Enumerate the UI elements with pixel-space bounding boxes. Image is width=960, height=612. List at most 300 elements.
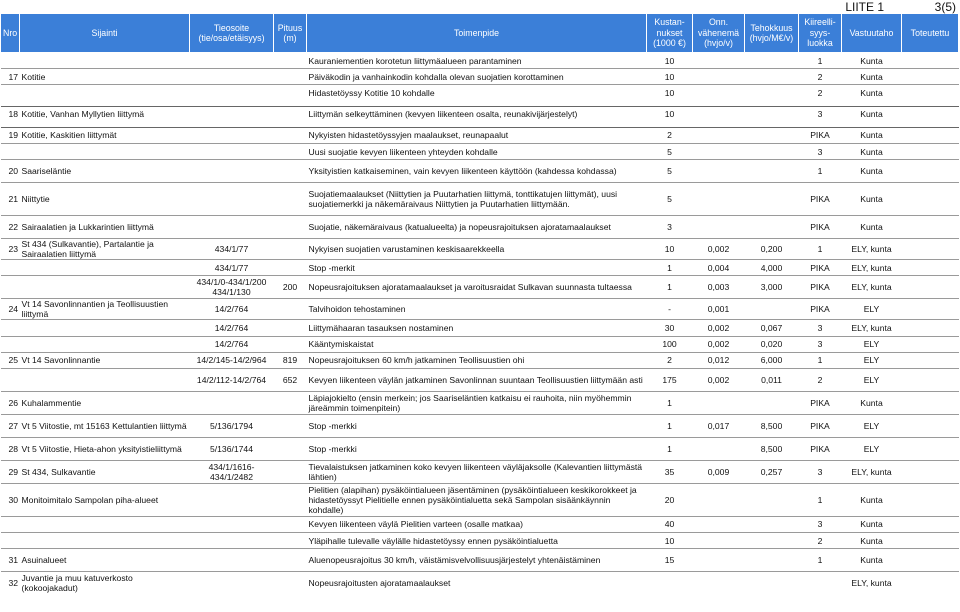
cell-nro [1, 53, 20, 69]
cell-sijainti: Kotitie, Vanhan Myllytien liittymä [20, 106, 190, 122]
cell-pituus [274, 336, 307, 352]
cell-kustannukset: 10 [647, 85, 693, 101]
cell-toimenpide: Kauraniementien korotetun liittymäalueen parantaminen [307, 53, 647, 69]
cell-nro [1, 516, 20, 532]
cell-sijainti: St 434 (Sulkavantie), Partalantie ja Sairaalatien liittymä [20, 239, 190, 260]
cell-kustannukset: 5 [647, 143, 693, 159]
cell-sijainti: Vt 5 Viitostie, Hieta-ahon yksityistieliittymä [20, 437, 190, 460]
cell-pituus: 819 [274, 352, 307, 368]
cell-vastuutaho: Kunta [842, 483, 902, 516]
cell-sijainti: Vt 14 Savonlinnantien ja Teollisuustien liittymä [20, 299, 190, 320]
cell-toteutettu [902, 127, 959, 143]
cell-nro: 22 [1, 216, 20, 239]
cell-pituus: 200 [274, 276, 307, 299]
cell-kiireellisyys: 3 [799, 516, 842, 532]
table-row [1, 483, 959, 516]
cell-toimenpide: Stop -merkit [307, 260, 647, 276]
measures-table [0, 13, 959, 594]
cell-onn [693, 437, 745, 460]
cell-toteutettu [902, 549, 959, 572]
cell-toteutettu [902, 572, 959, 595]
cell-vastuutaho: ELY, kunta [842, 260, 902, 276]
cell-sijainti [20, 143, 190, 159]
table-body [1, 53, 959, 595]
cell-nro [1, 143, 20, 159]
cell-toteutettu [902, 437, 959, 460]
cell-tehokkuus: 0,257 [745, 460, 799, 483]
cell-tehokkuus [745, 299, 799, 320]
cell-vastuutaho: Kunta [842, 69, 902, 85]
cell-pituus [274, 127, 307, 143]
table-row [1, 106, 959, 122]
cell-tieosoite [190, 85, 274, 101]
cell-vastuutaho: Kunta [842, 516, 902, 532]
cell-vastuutaho: Kunta [842, 160, 902, 183]
cell-tieosoite: 14/2/764 [190, 336, 274, 352]
cell-pituus [274, 516, 307, 532]
cell-vastuutaho: ELY, kunta [842, 572, 902, 595]
cell-nro: 25 [1, 352, 20, 368]
cell-kustannukset: 3 [647, 216, 693, 239]
cell-onn [693, 183, 745, 216]
cell-sijainti: St 434, Sulkavantie [20, 460, 190, 483]
cell-tehokkuus: 0,011 [745, 368, 799, 391]
cell-onn [693, 516, 745, 532]
cell-toimenpide: Yksityistien katkaiseminen, vain kevyen liikenteen käyttöön (kahdessa kohdassa) [307, 160, 647, 183]
cell-kiireellisyys: 2 [799, 368, 842, 391]
cell-kiireellisyys: PIKA [799, 276, 842, 299]
cell-kiireellisyys: PIKA [799, 414, 842, 437]
cell-tehokkuus [745, 69, 799, 85]
cell-vastuutaho: Kunta [842, 183, 902, 216]
cell-kiireellisyys: 1 [799, 549, 842, 572]
cell-sijainti [20, 276, 190, 299]
cell-vastuutaho: ELY, kunta [842, 460, 902, 483]
cell-onn: 0,017 [693, 414, 745, 437]
cell-onn: 0,002 [693, 320, 745, 336]
cell-kustannukset [647, 572, 693, 595]
cell-pituus [274, 414, 307, 437]
cell-toteutettu [902, 85, 959, 101]
cell-pituus [274, 299, 307, 320]
cell-kiireellisyys: PIKA [799, 216, 842, 239]
table-row [1, 260, 959, 276]
cell-onn: 0,001 [693, 299, 745, 320]
cell-sijainti: Asuinalueet [20, 549, 190, 572]
cell-toteutettu [902, 368, 959, 391]
cell-kustannukset: 5 [647, 183, 693, 216]
cell-nro: 32 [1, 572, 20, 595]
cell-toimenpide: Stop -merkki [307, 437, 647, 460]
cell-toteutettu [902, 216, 959, 239]
cell-toimenpide: Stop -merkki [307, 414, 647, 437]
table-row [1, 437, 959, 460]
cell-tehokkuus: 0,200 [745, 239, 799, 260]
cell-nro: 18 [1, 106, 20, 122]
cell-sijainti: Monitoimitalo Sampolan piha-alueet [20, 483, 190, 516]
cell-onn [693, 549, 745, 572]
cell-sijainti [20, 85, 190, 101]
cell-onn [693, 391, 745, 414]
cell-vastuutaho: ELY [842, 336, 902, 352]
cell-pituus [274, 53, 307, 69]
cell-nro: 26 [1, 391, 20, 414]
cell-toimenpide: Tievalaistuksen jatkaminen koko kevyen liikenteen väyläjaksolle (Kalevantien liittymästä lähtien) [307, 460, 647, 483]
cell-kiireellisyys: 1 [799, 352, 842, 368]
cell-vastuutaho: ELY, kunta [842, 239, 902, 260]
cell-tieosoite: 14/2/764 [190, 320, 274, 336]
cell-kiireellisyys: 3 [799, 460, 842, 483]
cell-tieosoite [190, 69, 274, 85]
annex-label: LIITE 1 [845, 0, 884, 14]
cell-sijainti: Kotitie [20, 69, 190, 85]
cell-kiireellisyys: 1 [799, 239, 842, 260]
cell-toteutettu [902, 533, 959, 549]
header-pituus: Pituus (m) [274, 14, 307, 53]
cell-toteutettu [902, 106, 959, 122]
cell-tieosoite [190, 572, 274, 595]
table-row [1, 183, 959, 216]
cell-tehokkuus [745, 216, 799, 239]
cell-sijainti [20, 53, 190, 69]
cell-kustannukset: 40 [647, 516, 693, 532]
cell-sijainti: Vt 5 Viitostie, mt 15163 Kettulantien liittymä [20, 414, 190, 437]
cell-tieosoite: 434/1/77 [190, 260, 274, 276]
cell-tieosoite: 5/136/1744 [190, 437, 274, 460]
cell-tehokkuus [745, 572, 799, 595]
cell-onn [693, 143, 745, 159]
cell-tehokkuus [745, 183, 799, 216]
cell-kiireellisyys: PIKA [799, 299, 842, 320]
cell-kustannukset: 2 [647, 127, 693, 143]
cell-onn [693, 483, 745, 516]
cell-nro [1, 336, 20, 352]
cell-vastuutaho: ELY [842, 437, 902, 460]
cell-vastuutaho: Kunta [842, 127, 902, 143]
header-sijainti: Sijainti [20, 14, 190, 53]
cell-kiireellisyys: 2 [799, 85, 842, 101]
cell-vastuutaho: Kunta [842, 143, 902, 159]
cell-tehokkuus [745, 391, 799, 414]
cell-tieosoite: 434/1/77 [190, 239, 274, 260]
cell-tehokkuus: 0,067 [745, 320, 799, 336]
cell-kiireellisyys: PIKA [799, 260, 842, 276]
table-header-row [1, 14, 959, 53]
cell-vastuutaho: Kunta [842, 549, 902, 572]
cell-kustannukset: 30 [647, 320, 693, 336]
cell-pituus [274, 160, 307, 183]
cell-toimenpide: Kääntymiskaistat [307, 336, 647, 352]
cell-toimenpide: Nopeusrajoitusten ajoratamaalaukset [307, 572, 647, 595]
cell-nro: 19 [1, 127, 20, 143]
cell-tehokkuus [745, 483, 799, 516]
cell-pituus [274, 533, 307, 549]
cell-kustannukset: 10 [647, 533, 693, 549]
cell-kiireellisyys: PIKA [799, 127, 842, 143]
table-row [1, 127, 959, 143]
cell-kiireellisyys: PIKA [799, 391, 842, 414]
cell-kiireellisyys: 2 [799, 533, 842, 549]
cell-tehokkuus: 6,000 [745, 352, 799, 368]
cell-toimenpide: Kevyen liikenteen väylän jatkaminen Savonlinnan suuntaan Teollisuustien liittymään asti [307, 368, 647, 391]
cell-onn [693, 53, 745, 69]
table-row [1, 53, 959, 69]
cell-onn: 0,009 [693, 460, 745, 483]
cell-toimenpide: Pielitien (alapihan) pysäköintialueen jäsentäminen (pysäköintialueen keskikorokkeet ja hidastetöyssyt Pielitielle ennen pysäköintialuetta sekä Sampolan sisäänkäynnin kohdalle) [307, 483, 647, 516]
cell-nro: 31 [1, 549, 20, 572]
header-onnettomuusvahenema: Onn. vähenemä (hvjo/v) [693, 14, 745, 53]
cell-pituus [274, 216, 307, 239]
cell-kustannukset: 175 [647, 368, 693, 391]
cell-vastuutaho: ELY, kunta [842, 276, 902, 299]
cell-toimenpide: Nykyisten hidastetöyssyjen maalaukset, reunapaalut [307, 127, 647, 143]
page-number: 3(5) [934, 0, 956, 14]
cell-kiireellisyys: PIKA [799, 183, 842, 216]
cell-onn [693, 572, 745, 595]
cell-tieosoite [190, 183, 274, 216]
cell-tehokkuus: 4,000 [745, 260, 799, 276]
cell-tieosoite [190, 160, 274, 183]
cell-toteutettu [902, 260, 959, 276]
cell-toimenpide: Liittymähaaran tasauksen nostaminen [307, 320, 647, 336]
cell-toteutettu [902, 352, 959, 368]
cell-pituus [274, 391, 307, 414]
cell-kustannukset: 10 [647, 239, 693, 260]
cell-nro: 23 [1, 239, 20, 260]
cell-onn: 0,002 [693, 239, 745, 260]
cell-tehokkuus [745, 549, 799, 572]
cell-onn [693, 127, 745, 143]
cell-kustannukset: - [647, 299, 693, 320]
cell-tieosoite [190, 216, 274, 239]
cell-sijainti [20, 336, 190, 352]
cell-onn [693, 106, 745, 122]
cell-tieosoite [190, 533, 274, 549]
cell-kustannukset: 100 [647, 336, 693, 352]
cell-kustannukset: 1 [647, 414, 693, 437]
cell-kiireellisyys: 3 [799, 143, 842, 159]
cell-kustannukset: 10 [647, 106, 693, 122]
table-row [1, 572, 959, 595]
cell-kiireellisyys: 2 [799, 69, 842, 85]
cell-vastuutaho: ELY [842, 368, 902, 391]
cell-toimenpide: Nykyisen suojatien varustaminen keskisaarekkeella [307, 239, 647, 260]
cell-vastuutaho: Kunta [842, 106, 902, 122]
cell-kustannukset: 5 [647, 160, 693, 183]
cell-vastuutaho: ELY [842, 414, 902, 437]
cell-sijainti [20, 368, 190, 391]
cell-tieosoite [190, 53, 274, 69]
cell-toteutettu [902, 336, 959, 352]
cell-kiireellisyys [799, 572, 842, 595]
cell-pituus [274, 437, 307, 460]
cell-tieosoite: 14/2/764 [190, 299, 274, 320]
table-row [1, 216, 959, 239]
cell-tehokkuus [745, 85, 799, 101]
cell-vastuutaho: Kunta [842, 533, 902, 549]
cell-toteutettu [902, 183, 959, 216]
cell-tieosoite: 434/1/0-434/1/200 434/1/130 [190, 276, 274, 299]
table-row [1, 143, 959, 159]
cell-onn: 0,004 [693, 260, 745, 276]
cell-vastuutaho: ELY, kunta [842, 320, 902, 336]
cell-kiireellisyys: 3 [799, 336, 842, 352]
cell-nro [1, 533, 20, 549]
cell-pituus: 652 [274, 368, 307, 391]
cell-toteutettu [902, 483, 959, 516]
cell-onn [693, 533, 745, 549]
cell-toimenpide: Nopeusrajoituksen 60 km/h jatkaminen Teollisuustien ohi [307, 352, 647, 368]
cell-tehokkuus [745, 106, 799, 122]
cell-tehokkuus [745, 143, 799, 159]
cell-sijainti [20, 260, 190, 276]
header-kiireellisyys: Kiireelli-syys-luokka [799, 14, 842, 53]
cell-onn: 0,003 [693, 276, 745, 299]
cell-toteutettu [902, 460, 959, 483]
cell-vastuutaho: Kunta [842, 391, 902, 414]
cell-tieosoite: 5/136/1794 [190, 414, 274, 437]
cell-nro [1, 85, 20, 101]
cell-pituus [274, 549, 307, 572]
table-row [1, 414, 959, 437]
header-tehokkuus: Tehokkuus (hvjo/M€/v) [745, 14, 799, 53]
cell-kustannukset: 35 [647, 460, 693, 483]
cell-onn: 0,002 [693, 336, 745, 352]
cell-nro: 24 [1, 299, 20, 320]
table-row [1, 320, 959, 336]
table-row [1, 460, 959, 483]
table-row [1, 276, 959, 299]
cell-vastuutaho: Kunta [842, 216, 902, 239]
cell-sijainti [20, 516, 190, 532]
cell-nro: 28 [1, 437, 20, 460]
cell-toteutettu [902, 391, 959, 414]
cell-toimenpide: Kevyen liikenteen väylä Pielitien varteen (osalle matkaa) [307, 516, 647, 532]
cell-kustannukset: 10 [647, 69, 693, 85]
cell-sijainti: Saariseläntie [20, 160, 190, 183]
table-row [1, 368, 959, 391]
cell-kustannukset: 20 [647, 483, 693, 516]
cell-tieosoite [190, 549, 274, 572]
cell-toimenpide: Suojatie, näkemäraivaus (katualueelta) ja nopeusrajoituksen ajoratamaalaukset [307, 216, 647, 239]
cell-tehokkuus [745, 53, 799, 69]
cell-toimenpide: Läpiajokielto (ensin merkein; jos Saariseläntien katkaisu ei rauhoita, niin myöhemmin järeämmin toimenpitein) [307, 391, 647, 414]
cell-sijainti: Niittytie [20, 183, 190, 216]
cell-kustannukset: 1 [647, 391, 693, 414]
cell-toteutettu [902, 414, 959, 437]
cell-kiireellisyys: 3 [799, 320, 842, 336]
cell-nro [1, 368, 20, 391]
table-row [1, 299, 959, 320]
header-nro: Nro [1, 14, 20, 53]
table-row [1, 391, 959, 414]
cell-onn [693, 160, 745, 183]
cell-vastuutaho: ELY [842, 299, 902, 320]
cell-onn: 0,012 [693, 352, 745, 368]
cell-toimenpide: Nopeusrajoituksen ajoratamaalaukset ja varoitusraidat Sulkavan suunnasta tultaessa [307, 276, 647, 299]
cell-onn [693, 216, 745, 239]
cell-kustannukset: 1 [647, 437, 693, 460]
cell-tehokkuus [745, 160, 799, 183]
cell-sijainti [20, 320, 190, 336]
cell-nro: 30 [1, 483, 20, 516]
cell-toteutettu [902, 299, 959, 320]
cell-pituus [274, 239, 307, 260]
cell-tieosoite: 14/2/112-14/2/764 [190, 368, 274, 391]
cell-nro: 29 [1, 460, 20, 483]
header-vastuutaho: Vastuutaho [842, 14, 902, 53]
table-row [1, 549, 959, 572]
cell-sijainti [20, 533, 190, 549]
header-tieosoite: Tieosoite (tie/osa/etäisyys) [190, 14, 274, 53]
cell-toimenpide: Suojatiemaalaukset (Niittytien ja Puutarhatien liittymä, tonttikatujen liittymät), uusi suojatiemerkki ja näkemäraivaus Niittytien ja Puutarhatien liittymään. [307, 183, 647, 216]
cell-sijainti: Kotitie, Kaskitien liittymät [20, 127, 190, 143]
header-kustannukset: Kustan-nukset (1000 €) [647, 14, 693, 53]
cell-tehokkuus: 8,500 [745, 414, 799, 437]
cell-pituus [274, 260, 307, 276]
cell-kiireellisyys: 1 [799, 483, 842, 516]
cell-onn [693, 85, 745, 101]
table-row [1, 160, 959, 183]
cell-kiireellisyys: 1 [799, 160, 842, 183]
cell-tieosoite: 434/1/1616- 434/1/2482 [190, 460, 274, 483]
cell-toimenpide: Liittymän selkeyttäminen (kevyen liikenteen osalta, reunakivijärjestelyt) [307, 106, 647, 122]
cell-kustannukset: 1 [647, 260, 693, 276]
cell-toteutettu [902, 69, 959, 85]
table-row [1, 239, 959, 260]
cell-kiireellisyys: 1 [799, 53, 842, 69]
cell-pituus [274, 483, 307, 516]
cell-tieosoite [190, 143, 274, 159]
cell-nro: 27 [1, 414, 20, 437]
cell-nro [1, 320, 20, 336]
cell-nro: 20 [1, 160, 20, 183]
cell-tieosoite [190, 391, 274, 414]
cell-tehokkuus: 0,020 [745, 336, 799, 352]
cell-pituus [274, 69, 307, 85]
cell-tehokkuus: 8,500 [745, 437, 799, 460]
cell-toteutettu [902, 143, 959, 159]
cell-pituus [274, 320, 307, 336]
cell-tieosoite [190, 483, 274, 516]
cell-sijainti: Kuhalammentie [20, 391, 190, 414]
cell-tehokkuus: 3,000 [745, 276, 799, 299]
cell-pituus [274, 85, 307, 101]
cell-tieosoite [190, 106, 274, 122]
cell-toimenpide: Päiväkodin ja vanhainkodin kohdalla olevan suojatien korottaminen [307, 69, 647, 85]
cell-kustannukset: 1 [647, 276, 693, 299]
cell-toteutettu [902, 320, 959, 336]
cell-nro [1, 260, 20, 276]
cell-kustannukset: 10 [647, 53, 693, 69]
table-row [1, 516, 959, 532]
cell-tehokkuus [745, 127, 799, 143]
cell-vastuutaho: Kunta [842, 85, 902, 101]
cell-vastuutaho: Kunta [842, 53, 902, 69]
cell-kustannukset: 2 [647, 352, 693, 368]
cell-toteutettu [902, 160, 959, 183]
cell-tieosoite [190, 127, 274, 143]
cell-toteutettu [902, 239, 959, 260]
cell-onn: 0,002 [693, 368, 745, 391]
cell-tieosoite: 14/2/145-14/2/964 [190, 352, 274, 368]
header-toimenpide: Toimenpide [307, 14, 647, 53]
cell-toimenpide: Uusi suojatie kevyen liikenteen yhteyden kohdalle [307, 143, 647, 159]
cell-sijainti: Sairaalatien ja Lukkarintien liittymä [20, 216, 190, 239]
cell-sijainti: Juvantie ja muu katuverkosto (kokoojakadut) [20, 572, 190, 595]
cell-toteutettu [902, 516, 959, 532]
table-row [1, 352, 959, 368]
